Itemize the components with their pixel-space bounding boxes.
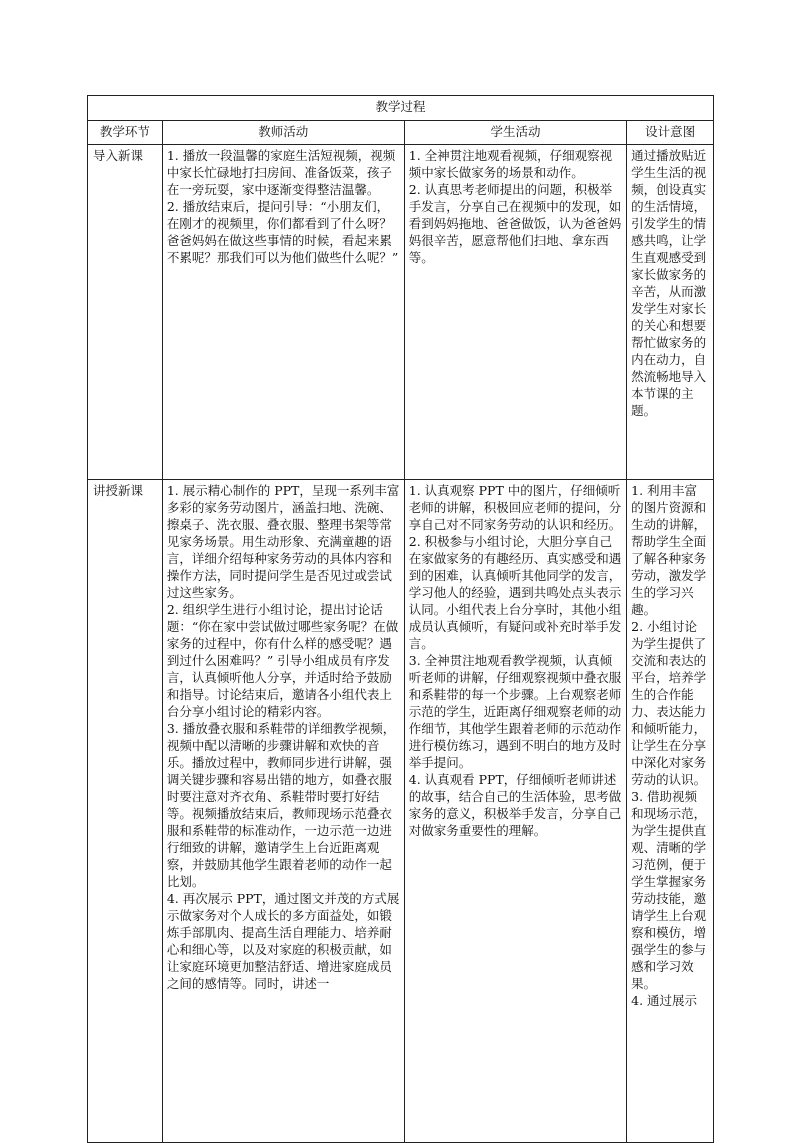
teacher-paragraph: 2. 组织学生进行小组讨论，提出讨论话题：“你在家中尝试做过哪些家务呢？在做家务的过程中，你有什么样的感受呢？遇到过什么困难吗？” 引导小组成员有序发言，认真倾听他人分享，并适时给予鼓励和指导。讨论结束后，邀请各小组代表上台分享小组讨论的精彩内容。	[166, 602, 399, 719]
intent-paragraph: 4. 通过展示	[631, 993, 698, 1008]
header-stage: 教学环节	[88, 121, 163, 145]
student-paragraph: 3. 全神贯注地观看教学视频，认真倾听老师的讲解，仔细观察视频中叠衣服和系鞋带的每一个步骤。上台观察老师示范的学生，近距离仔细观察老师的动作细节，其他学生跟着老师的示范动作进行模仿练习，遇到不明白的地方及时举手提问。	[408, 653, 622, 770]
teacher-paragraph: 2. 播放结束后，提问引导：“小朋友们，在刚才的视频里，你们都看到了什么呀？爸爸妈妈在做这些事情的时候，看起来累不累呢？那我们可以为他们做些什么呢？”	[166, 199, 399, 265]
intent-paragraph: 1. 利用丰富的图片资源和生动的讲解，帮助学生全面了解各种家务劳动，激发学生的学习兴趣。	[631, 483, 707, 617]
design-intent-cell	[627, 480, 714, 1143]
table-title: 教学过程	[88, 96, 714, 121]
teacher-paragraph: 1. 展示精心制作的 PPT，呈现一系列丰富多彩的家务劳动图片，涵盖扫地、洗碗、擦桌子、洗衣服、叠衣服、整理书架等常见家务场景。用生动形象、充满童趣的语言，详细介绍每种家务劳动的具体内容和操作方法，同时提问学生是否见过或尝试过这些家务。	[166, 483, 400, 600]
stage-cell: 导入新课	[88, 145, 163, 480]
student-paragraph: 2. 认真思考老师提出的问题，积极举手发言，分享自己在视频中的发现，如看到妈妈拖地、爸爸做饭，认为爸爸妈妈很辛苦，愿意帮他们扫地、拿东西等。	[408, 182, 622, 265]
student-activity-cell	[404, 480, 626, 1143]
design-intent-cell	[627, 145, 714, 480]
teaching-process-table	[87, 95, 714, 1143]
stage-cell: 讲授新课	[88, 480, 163, 1143]
student-paragraph: 1. 全神贯注地观看视频，仔细观察视频中家长做家务的场景和动作。	[408, 148, 613, 180]
header-student-activity: 学生活动	[404, 121, 626, 145]
student-paragraph: 2. 积极参与小组讨论，大胆分享自己在家做家务的有趣经历、真实感受和遇到的困难，认真倾听其他同学的发言，学习他人的经验，遇到共鸣处点头表示认同。小组代表上台分享时，其他小组成员认真倾听，有疑问或补充时举手发言。	[408, 534, 622, 651]
teacher-paragraph: 3. 播放叠衣服和系鞋带的详细教学视频，视频中配以清晰的步骤讲解和欢快的音乐。播放过程中，教师同步进行讲解，强调关键步骤和容易出错的地方，如叠衣服时要注意对齐衣角、系鞋带时要打好结等。视频播放结束后，教师现场示范叠衣服和系鞋带的标准动作，一边示范一边进行细致的讲解，邀请学生上台近距离观察，并鼓励其他学生跟着老师的动作一起比划。	[166, 721, 396, 889]
teacher-paragraph: 4. 再次展示 PPT，通过图文并茂的方式展示做家务对个人成长的多方面益处，如锻炼手部肌肉、提高生活自理能力、培养耐心和细心等，以及对家庭的积极贡献，如让家庭环境更加整洁舒适、增进家庭成员之间的感情等。同时，讲述一	[166, 891, 400, 991]
table-header-row	[88, 121, 714, 145]
teacher-activity-cell	[162, 480, 404, 1143]
table-row-teaching	[88, 480, 714, 1143]
header-design-intent: 设计意图	[627, 121, 714, 145]
table-row-intro	[88, 145, 714, 480]
teacher-activity-cell	[162, 145, 404, 480]
student-activity-cell	[404, 145, 626, 480]
header-teacher-activity: 教师活动	[162, 121, 404, 145]
teacher-paragraph: 1. 播放一段温馨的家庭生活短视频，视频中家长忙碌地打扫房间、准备饭菜，孩子在一旁玩耍，家中逐渐变得整洁温馨。	[166, 148, 396, 197]
intent-paragraph: 3. 借助视频和现场示范，为学生提供直观、清晰的学习范例，便于学生掌握家务劳动技能，邀请学生上台观察和模仿，增强学生的参与感和学习效果。	[631, 789, 707, 991]
intent-paragraph: 通过播放贴近学生生活的视频，创设真实的生活情境，引发学生的情感共鸣，让学生直观感受到家长做家务的辛苦，从而激发学生对家长的关心和想要帮忙做家务的内在动力，自然流畅地导入本节课的主题。	[631, 148, 707, 418]
student-paragraph: 1. 认真观察 PPT 中的图片，仔细倾听老师的讲解，积极回应老师的提问，分享自己对不同家务劳动的认识和经历。	[408, 483, 622, 532]
student-paragraph: 4. 认真观看 PPT，仔细倾听老师讲述的故事，结合自己的生活体验，思考做家务的意义，积极举手发言，分享自己对做家务重要性的理解。	[408, 772, 622, 838]
intent-paragraph: 2. 小组讨论为学生提供了交流和表达的平台，培养学生的合作能力、表达能力和倾听能力，让学生在分享中深化对家务劳动的认识。	[631, 619, 707, 787]
table-title-row	[88, 96, 714, 121]
